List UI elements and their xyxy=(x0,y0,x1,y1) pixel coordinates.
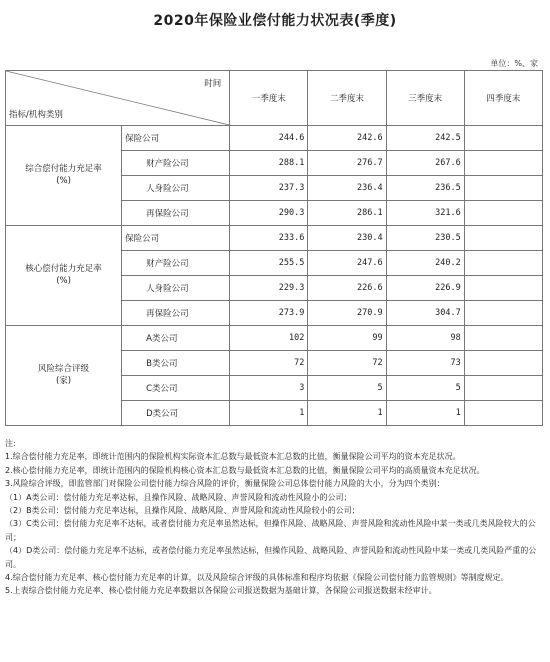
group-label-risk-rating xyxy=(6,326,122,426)
header-q1: 一季度末 xyxy=(230,71,308,126)
cell-q2: 276.7 xyxy=(308,151,386,176)
cell-q3: 267.6 xyxy=(386,151,464,176)
cell-q1: 1 xyxy=(230,401,308,426)
cell-q2: 270.9 xyxy=(308,301,386,326)
row-name: 再保险公司 xyxy=(122,301,230,326)
table-header-row xyxy=(6,71,543,126)
cell-q1: 233.6 xyxy=(230,226,308,251)
cell-q1: 237.3 xyxy=(230,176,308,201)
notes-section xyxy=(5,437,541,598)
note-item: （2）B类公司：偿付能力充足率达标，且操作风险、战略风险、声誉风险和流动性风险较小的公司； xyxy=(5,506,360,516)
cell-q4 xyxy=(464,326,542,351)
cell-q4 xyxy=(464,126,542,151)
cell-q2: 236.4 xyxy=(308,176,386,201)
row-name: C类公司 xyxy=(122,376,230,401)
cell-q1: 288.1 xyxy=(230,151,308,176)
row-name: A类公司 xyxy=(122,326,230,351)
group-label-line2: (家) xyxy=(55,375,72,386)
note-item: 1.综合偿付能力充足率，即统计范围内的保险机构实际资本汇总数与最低资本汇总数的比值，衡量保险公司平均的资本充足状况。 xyxy=(5,452,461,462)
cell-q1: 273.9 xyxy=(230,301,308,326)
group-label-line2: (%) xyxy=(56,275,71,286)
row-name: 人身险公司 xyxy=(122,176,230,201)
corner-time-label: 时间 xyxy=(204,79,222,89)
cell-q4 xyxy=(464,276,542,301)
header-q2: 二季度末 xyxy=(308,71,386,126)
group-label-comprehensive xyxy=(6,126,122,226)
table-row xyxy=(6,226,543,251)
group-label-line1: 风险综合评级 xyxy=(38,364,90,375)
group-label-core xyxy=(6,226,122,326)
cell-q2: 72 xyxy=(308,351,386,376)
cell-q2: 230.4 xyxy=(308,226,386,251)
group-label-line1: 综合偿付能力充足率 xyxy=(25,164,102,175)
note-item: （4）D类公司：偿付能力充足率不达标，或者偿付能力充足率虽然达标，但操作风险、战略风险、声誉风险和流动性风险中某一类或几类风险严重的公司。 xyxy=(5,546,537,569)
corner-header-cell xyxy=(6,71,230,126)
cell-q3: 242.5 xyxy=(386,126,464,151)
cell-q4 xyxy=(464,251,542,276)
cell-q1: 255.5 xyxy=(230,251,308,276)
row-name: 再保险公司 xyxy=(122,201,230,226)
table-row xyxy=(6,326,543,351)
cell-q2: 5 xyxy=(308,376,386,401)
cell-q3: 73 xyxy=(386,351,464,376)
cell-q4 xyxy=(464,401,542,426)
cell-q3: 321.6 xyxy=(386,201,464,226)
cell-q3: 236.5 xyxy=(386,176,464,201)
group-label-line1: 核心偿付能力充足率 xyxy=(25,264,102,275)
note-item: 4.综合偿付能力充足率、核心偿付能力充足率的计算，以及风险综合评级的具体标准和程序均依据《保险公司偿付能力监管规则》等制度规定。 xyxy=(5,573,509,583)
note-item: 2.核心偿付能力充足率，即统计范围内的保险机构核心资本汇总数与最低资本汇总数的比值，衡量保险公司平均的高质量资本充足状况。 xyxy=(5,465,485,475)
cell-q4 xyxy=(464,226,542,251)
cell-q3: 240.2 xyxy=(386,251,464,276)
cell-q1: 72 xyxy=(230,351,308,376)
row-name: B类公司 xyxy=(122,351,230,376)
row-name: 保险公司 xyxy=(122,226,230,251)
table-row xyxy=(6,126,543,151)
cell-q1: 290.3 xyxy=(230,201,308,226)
cell-q3: 304.7 xyxy=(386,301,464,326)
cell-q2: 226.6 xyxy=(308,276,386,301)
note-item: 3.风险综合评级，即监管部门对保险公司偿付能力综合风险的评价，衡量保险公司总体偿付能力风险的大小，分为四个类别： xyxy=(5,479,445,489)
cell-q4 xyxy=(464,376,542,401)
row-name: 财产险公司 xyxy=(122,251,230,276)
solvency-table xyxy=(5,70,543,426)
cell-q2: 1 xyxy=(308,401,386,426)
cell-q2: 242.6 xyxy=(308,126,386,151)
cell-q4 xyxy=(464,201,542,226)
header-q3: 三季度末 xyxy=(386,71,464,126)
unit-label: 单位：%、家 xyxy=(490,59,538,68)
note-item: （3）C类公司：偿付能力充足率不达标，或者偿付能力充足率虽然达标，但操作风险、战略风险、声誉风险和流动性风险中某一类或几类风险较大的公司； xyxy=(5,519,536,542)
page-title: 2020年保险业偿付能力状况表(季度) xyxy=(153,13,397,29)
cell-q2: 99 xyxy=(308,326,386,351)
cell-q4 xyxy=(464,151,542,176)
cell-q1: 244.6 xyxy=(230,126,308,151)
cell-q2: 286.1 xyxy=(308,201,386,226)
header-q4: 四季度末 xyxy=(464,71,542,126)
cell-q4 xyxy=(464,176,542,201)
cell-q1: 102 xyxy=(230,326,308,351)
row-name: 保险公司 xyxy=(122,126,230,151)
cell-q3: 226.9 xyxy=(386,276,464,301)
note-item: 5.上表综合偿付能力充足率、核心偿付能力充足率数据以各保险公司报送数据为基础计算，各保险公司报送数据未经审计。 xyxy=(5,586,437,596)
cell-q4 xyxy=(464,301,542,326)
row-name: 人身险公司 xyxy=(122,276,230,301)
cell-q1: 3 xyxy=(230,376,308,401)
group-label-line2: (%) xyxy=(56,175,71,186)
note-item: （1）A类公司：偿付能力充足率达标，且操作风险、战略风险、声誉风险和流动性风险小的公司； xyxy=(5,492,352,502)
corner-indicator-label: 指标/机构类别 xyxy=(9,110,63,120)
cell-q3: 230.5 xyxy=(386,226,464,251)
cell-q3: 1 xyxy=(386,401,464,426)
cell-q1: 229.3 xyxy=(230,276,308,301)
cell-q3: 5 xyxy=(386,376,464,401)
row-name: D类公司 xyxy=(122,401,230,426)
cell-q2: 247.6 xyxy=(308,251,386,276)
row-name: 财产险公司 xyxy=(122,151,230,176)
cell-q3: 98 xyxy=(386,326,464,351)
cell-q4 xyxy=(464,351,542,376)
notes-heading: 注: xyxy=(5,439,16,448)
